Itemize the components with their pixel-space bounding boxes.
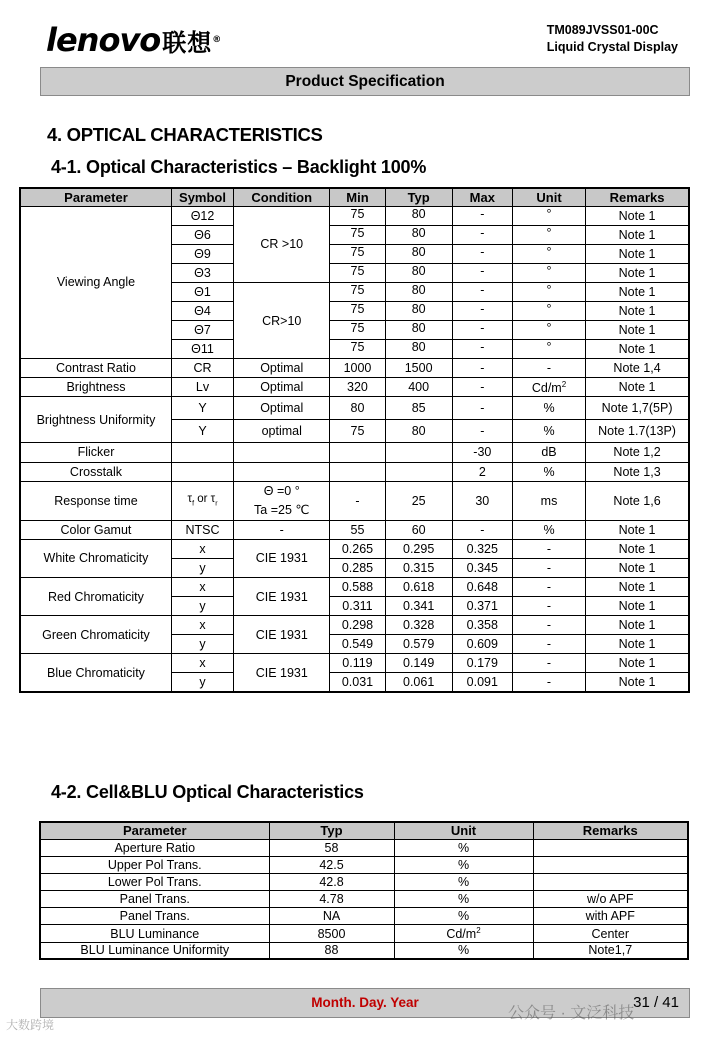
- max-cell: 0.648: [452, 577, 512, 596]
- max-cell: -: [452, 225, 512, 244]
- symbol-cell: y: [171, 597, 233, 616]
- remarks-cell: Note 1: [586, 244, 689, 263]
- symbol-cell: x: [171, 577, 233, 596]
- typ-cell: 0.149: [385, 654, 452, 673]
- symbol-cell: [171, 443, 233, 462]
- unit-cell: °: [512, 321, 585, 340]
- remarks-cell: Note 1: [586, 206, 689, 225]
- typ-cell: 0.341: [385, 597, 452, 616]
- table-row: [20, 443, 689, 462]
- unit-cell: -: [512, 539, 585, 558]
- typ-cell: 80: [385, 420, 452, 443]
- min-cell: 0.031: [330, 673, 385, 692]
- lenovo-logo: [46, 22, 220, 61]
- typ-cell: 88: [269, 942, 394, 959]
- table-header-row: [20, 188, 689, 206]
- condition-cell: CIE 1931: [234, 577, 330, 615]
- param-cell: Brightness Uniformity: [20, 397, 171, 443]
- trademark-mark: ®: [212, 35, 221, 45]
- param-cell: Red Chromaticity: [20, 577, 171, 615]
- unit-cell: dB: [512, 443, 585, 462]
- param-cell: BLU Luminance: [40, 925, 269, 942]
- condition-cell: [234, 443, 330, 462]
- max-cell: 0.609: [452, 635, 512, 654]
- remarks-cell: Note 1: [586, 340, 689, 359]
- symbol-cell: x: [171, 654, 233, 673]
- symbol-sub-f: f: [192, 500, 195, 508]
- remarks-cell: [533, 856, 688, 873]
- symbol-cell: x: [171, 616, 233, 635]
- unit-cell: °: [512, 206, 585, 225]
- typ-cell: 4.78: [269, 891, 394, 908]
- remarks-cell: Note 1: [586, 635, 689, 654]
- remarks-cell: Note 1,3: [586, 462, 689, 481]
- max-cell: 0.179: [452, 654, 512, 673]
- remarks-cell: Note 1: [586, 378, 689, 397]
- typ-cell: 42.5: [269, 856, 394, 873]
- symbol-cell: Y: [171, 397, 233, 420]
- unit-cell: -: [512, 577, 585, 596]
- max-cell: 30: [452, 481, 512, 520]
- table-row: [20, 397, 689, 420]
- min-cell: 0.311: [330, 597, 385, 616]
- condition-cell: CIE 1931: [234, 616, 330, 654]
- param-cell: Green Chromaticity: [20, 616, 171, 654]
- min-cell: 0.588: [330, 577, 385, 596]
- param-cell: Upper Pol Trans.: [40, 856, 269, 873]
- symbol-sub-r: r: [215, 500, 218, 508]
- max-cell: -: [452, 244, 512, 263]
- condition-cell: Optimal: [234, 359, 330, 378]
- min-cell: [330, 462, 385, 481]
- remarks-cell: [533, 839, 688, 856]
- symbol-cell: y: [171, 673, 233, 692]
- subsection-heading-1: 4-1. Optical Characteristics – Backlight 100%: [51, 157, 427, 177]
- unit-cell: %: [512, 462, 585, 481]
- remarks-cell: Note 1: [586, 225, 689, 244]
- table-row: [20, 577, 689, 596]
- table-row: [40, 925, 688, 942]
- remarks-cell: Note 1,4: [586, 359, 689, 378]
- unit-cell: -: [512, 359, 585, 378]
- remarks-cell: Note 1: [586, 616, 689, 635]
- typ-cell: [385, 462, 452, 481]
- unit-cell: %: [394, 856, 533, 873]
- symbol-cell: Θ9: [171, 244, 233, 263]
- symbol-cell: x: [171, 539, 233, 558]
- symbol-cell: [171, 481, 233, 520]
- symbol-cell: CR: [171, 359, 233, 378]
- unit-cell: %: [512, 520, 585, 539]
- table-row: [20, 359, 689, 378]
- symbol-cell: Y: [171, 420, 233, 443]
- max-cell: -: [452, 340, 512, 359]
- typ-cell: 0.579: [385, 635, 452, 654]
- unit-cell: °: [512, 244, 585, 263]
- cell-blu-characteristics-table: [39, 821, 689, 960]
- table-row: [40, 856, 688, 873]
- typ-cell: 58: [269, 839, 394, 856]
- title-bar: Product Specification: [40, 67, 690, 96]
- param-cell: Lower Pol Trans.: [40, 873, 269, 890]
- table-row: [40, 908, 688, 925]
- unit-cell: %: [394, 873, 533, 890]
- doc-name: Liquid Crystal Display: [546, 40, 678, 54]
- unit-cell: %: [512, 420, 585, 443]
- symbol-cell: Lv: [171, 378, 233, 397]
- watermark-right: 公众号 · 文泛科技: [508, 1005, 635, 1022]
- param-cell: Response time: [20, 481, 171, 520]
- document-id: [547, 22, 678, 56]
- unit-cell: -: [512, 597, 585, 616]
- max-cell: 0.325: [452, 539, 512, 558]
- max-cell: 0.371: [452, 597, 512, 616]
- max-cell: -: [452, 206, 512, 225]
- typ-cell: 400: [385, 378, 452, 397]
- table-row: [40, 942, 688, 959]
- max-cell: -: [452, 301, 512, 320]
- min-cell: 0.298: [330, 616, 385, 635]
- typ-cell: 80: [385, 206, 452, 225]
- unit-cell: ms: [512, 481, 585, 520]
- header-cell: Typ: [385, 188, 452, 206]
- unit-cell: [512, 378, 585, 397]
- remarks-cell: Note 1,2: [586, 443, 689, 462]
- max-cell: -: [452, 378, 512, 397]
- condition-cell: optimal: [234, 420, 330, 443]
- max-cell: 0.091: [452, 673, 512, 692]
- param-cell: Panel Trans.: [40, 908, 269, 925]
- param-cell: Crosstalk: [20, 462, 171, 481]
- max-cell: -: [452, 397, 512, 420]
- remarks-cell: Note 1: [586, 282, 689, 301]
- header-cell: Symbol: [171, 188, 233, 206]
- typ-cell: 80: [385, 225, 452, 244]
- table-row: [40, 873, 688, 890]
- param-cell: Brightness: [20, 378, 171, 397]
- min-cell: 75: [330, 244, 385, 263]
- typ-cell: 80: [385, 244, 452, 263]
- symbol-tau-f: τ: [187, 493, 193, 506]
- param-cell: Viewing Angle: [20, 206, 171, 359]
- min-cell: 75: [330, 321, 385, 340]
- min-cell: [330, 443, 385, 462]
- unit-cell: °: [512, 301, 585, 320]
- param-cell: Color Gamut: [20, 520, 171, 539]
- table-row: [20, 481, 689, 520]
- condition-cell: CR >10: [234, 206, 330, 282]
- condition-cell: CIE 1931: [234, 539, 330, 577]
- page-number: 31 / 41: [633, 994, 679, 1011]
- typ-cell: 60: [385, 520, 452, 539]
- unit-cell: °: [512, 263, 585, 282]
- min-cell: 75: [330, 225, 385, 244]
- unit-cell: °: [512, 225, 585, 244]
- watermark-left: 大数跨境: [6, 1018, 55, 1032]
- unit-superscript: 2: [476, 925, 481, 935]
- symbol-cell: NTSC: [171, 520, 233, 539]
- max-cell: -: [452, 520, 512, 539]
- remarks-cell: Note 1: [586, 673, 689, 692]
- header-cell: Parameter: [40, 822, 269, 839]
- remarks-cell: Note 1: [586, 263, 689, 282]
- unit-cell: -: [512, 616, 585, 635]
- table-row: [20, 378, 689, 397]
- min-cell: 75: [330, 263, 385, 282]
- max-cell: -: [452, 420, 512, 443]
- condition-cell: CR>10: [234, 282, 330, 358]
- typ-cell: 80: [385, 340, 452, 359]
- table-row: [20, 616, 689, 635]
- table-row: [20, 206, 689, 225]
- typ-cell: 0.618: [385, 577, 452, 596]
- typ-cell: 85: [385, 397, 452, 420]
- min-cell: 1000: [330, 359, 385, 378]
- param-cell: White Chromaticity: [20, 539, 171, 577]
- min-cell: 75: [330, 282, 385, 301]
- typ-cell: 0.328: [385, 616, 452, 635]
- max-cell: -30: [452, 443, 512, 462]
- unit-cell: °: [512, 340, 585, 359]
- table-row: [20, 539, 689, 558]
- header-cell: Remarks: [586, 188, 689, 206]
- typ-cell: NA: [269, 908, 394, 925]
- unit-cell: -: [512, 654, 585, 673]
- max-cell: 2: [452, 462, 512, 481]
- table-row: [20, 654, 689, 673]
- remarks-cell: [533, 873, 688, 890]
- symbol-or: or: [194, 493, 211, 506]
- condition-cell: [234, 481, 330, 520]
- unit-cell: %: [394, 908, 533, 925]
- max-cell: -: [452, 321, 512, 340]
- symbol-cell: [171, 462, 233, 481]
- remarks-cell: Note 1: [586, 558, 689, 577]
- typ-cell: 80: [385, 282, 452, 301]
- min-cell: 0.119: [330, 654, 385, 673]
- logo-text: lenovo: [46, 21, 161, 59]
- typ-cell: 1500: [385, 359, 452, 378]
- remarks-cell: Note 1,6: [586, 481, 689, 520]
- unit-cell: %: [512, 397, 585, 420]
- typ-cell: 25: [385, 481, 452, 520]
- header-cell: Unit: [512, 188, 585, 206]
- typ-cell: 80: [385, 321, 452, 340]
- symbol-tau-r: τ: [210, 493, 216, 506]
- remarks-cell: Center: [533, 925, 688, 942]
- unit-cell: %: [394, 891, 533, 908]
- section-heading: 4. OPTICAL CHARACTERISTICS: [47, 124, 323, 145]
- header-cell: Parameter: [20, 188, 171, 206]
- condition-cell: [234, 462, 330, 481]
- condition-cell: -: [234, 520, 330, 539]
- table-row: [20, 520, 689, 539]
- typ-cell: 42.8: [269, 873, 394, 890]
- remarks-cell: Note 1: [586, 520, 689, 539]
- remarks-cell: Note 1: [586, 321, 689, 340]
- min-cell: 0.265: [330, 539, 385, 558]
- condition-line-1: Θ =0 °: [263, 483, 300, 498]
- remarks-cell: Note 1: [586, 654, 689, 673]
- table-row: [40, 839, 688, 856]
- unit-superscript: 2: [561, 379, 567, 389]
- table-row: [40, 891, 688, 908]
- param-cell: Aperture Ratio: [40, 839, 269, 856]
- doc-code: TM089JVSS01-00C: [546, 23, 659, 37]
- remarks-cell: w/o APF: [533, 891, 688, 908]
- min-cell: 0.549: [330, 635, 385, 654]
- unit-cell: [394, 925, 533, 942]
- min-cell: 75: [330, 420, 385, 443]
- symbol-cell: y: [171, 635, 233, 654]
- max-cell: 0.345: [452, 558, 512, 577]
- unit-cell: %: [394, 839, 533, 856]
- symbol-cell: y: [171, 558, 233, 577]
- header-cell: Remarks: [533, 822, 688, 839]
- optical-characteristics-table: [19, 187, 690, 693]
- param-cell: Panel Trans.: [40, 891, 269, 908]
- min-cell: 75: [330, 206, 385, 225]
- typ-cell: 0.315: [385, 558, 452, 577]
- header-cell: Condition: [234, 188, 330, 206]
- symbol-cell: Θ3: [171, 263, 233, 282]
- typ-cell: [385, 443, 452, 462]
- remarks-cell: Note 1: [586, 597, 689, 616]
- max-cell: -: [452, 263, 512, 282]
- remarks-cell: with APF: [533, 908, 688, 925]
- unit-cell: -: [512, 673, 585, 692]
- symbol-cell: Θ4: [171, 301, 233, 320]
- subsection-heading-2: 4-2. Cell&BLU Optical Characteristics: [51, 782, 364, 802]
- min-cell: 320: [330, 378, 385, 397]
- header-cell: Min: [330, 188, 385, 206]
- remarks-cell: Note1,7: [533, 942, 688, 959]
- typ-cell: 0.061: [385, 673, 452, 692]
- typ-cell: 80: [385, 263, 452, 282]
- table-row: [20, 462, 689, 481]
- condition-cell: Optimal: [234, 378, 330, 397]
- min-cell: -: [330, 481, 385, 520]
- typ-cell: 0.295: [385, 539, 452, 558]
- symbol-cell: Θ1: [171, 282, 233, 301]
- remarks-cell: Note 1: [586, 539, 689, 558]
- min-cell: 80: [330, 397, 385, 420]
- symbol-cell: Θ7: [171, 321, 233, 340]
- header-cell: Unit: [394, 822, 533, 839]
- header-cell: Max: [452, 188, 512, 206]
- remarks-cell: Note 1: [586, 577, 689, 596]
- max-cell: 0.358: [452, 616, 512, 635]
- typ-cell: 80: [385, 301, 452, 320]
- condition-cell: CIE 1931: [234, 654, 330, 692]
- min-cell: 0.285: [330, 558, 385, 577]
- logo-cn-text: 联想: [162, 29, 213, 57]
- unit-text: Cd/m: [446, 927, 477, 942]
- param-cell: Blue Chromaticity: [20, 654, 171, 692]
- param-cell: Flicker: [20, 443, 171, 462]
- symbol-cell: Θ12: [171, 206, 233, 225]
- footer-date: Month. Day. Year: [311, 995, 419, 1010]
- unit-cell: -: [512, 558, 585, 577]
- param-cell: BLU Luminance Uniformity: [40, 942, 269, 959]
- max-cell: -: [452, 282, 512, 301]
- max-cell: -: [452, 359, 512, 378]
- unit-text: Cd/m: [531, 380, 562, 395]
- unit-cell: -: [512, 635, 585, 654]
- unit-cell: °: [512, 282, 585, 301]
- header-cell: Typ: [269, 822, 394, 839]
- min-cell: 55: [330, 520, 385, 539]
- param-cell: Contrast Ratio: [20, 359, 171, 378]
- min-cell: 75: [330, 340, 385, 359]
- condition-cell: Optimal: [234, 397, 330, 420]
- remarks-cell: Note 1: [586, 301, 689, 320]
- remarks-cell: Note 1,7(5P): [586, 397, 689, 420]
- min-cell: 75: [330, 301, 385, 320]
- symbol-cell: Θ11: [171, 340, 233, 359]
- unit-cell: %: [394, 942, 533, 959]
- remarks-cell: Note 1.7(13P): [586, 420, 689, 443]
- table-header-row: [40, 822, 688, 839]
- symbol-cell: Θ6: [171, 225, 233, 244]
- condition-line-2: Ta =25 ℃: [254, 502, 310, 517]
- typ-cell: 8500: [269, 925, 394, 942]
